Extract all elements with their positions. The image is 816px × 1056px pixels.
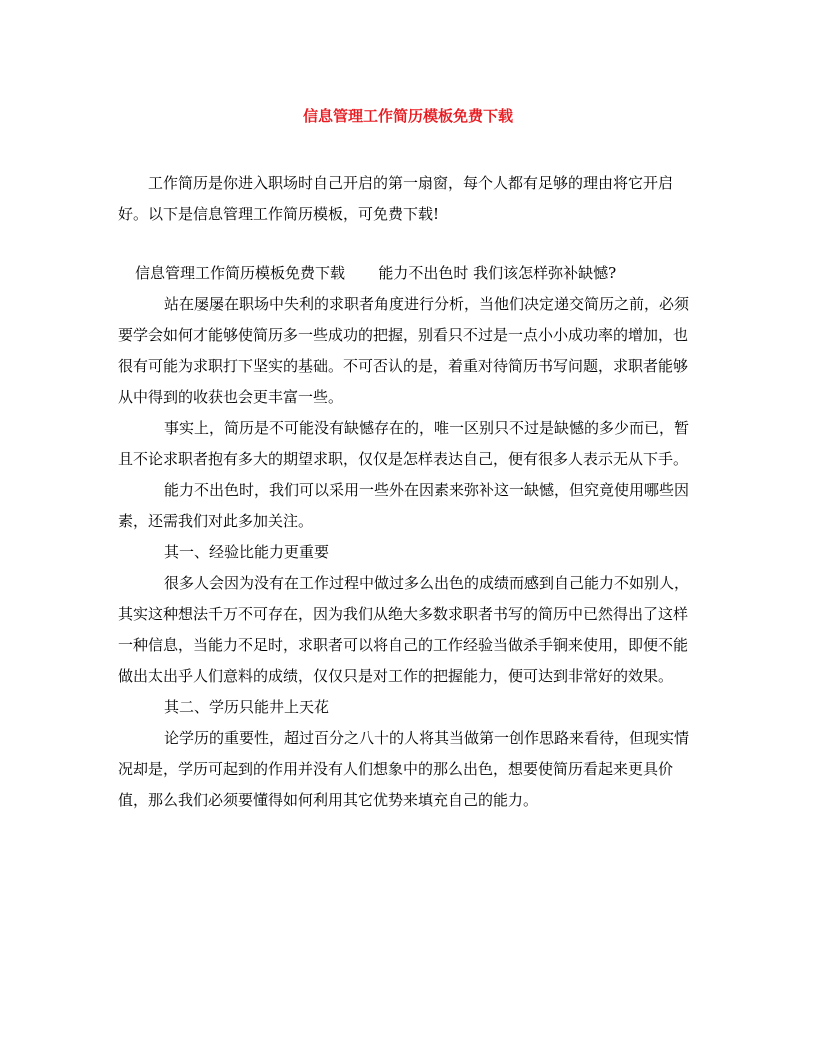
paragraph-4: 很多人会因为没有在工作过程中做过多么出色的成绩而感到自己能力不如别人，其实这种想法千万不可存在，因为我们从绝大多数求职者书写的简历中已然得出了这样一种信息，当能力不足时，求职者可以将自己的工作经验当做杀手锏来使用，即便不能做出太出乎人们意料的成绩，仅仅只是对工作的把握能力，便可达到非常好的效果。 — [118, 574, 690, 685]
subtitle-right: 能力不出色时 我们该怎样弥补缺憾? — [378, 264, 617, 282]
document-title: 信息管理工作简历模板免费下载 — [302, 107, 513, 125]
paragraph-5: 论学历的重要性，超过百分之八十的人将其当做第一创作思路来看待，但现实情况却是，学历可起到的作用并没有人们想象中的那么出色，想要使简历看起来更具价值，那么我们必须要懂得如何利用其它优势来填充自己的能力。 — [118, 729, 690, 809]
paragraph-1: 站在屡屡在职场中失利的求职者角度进行分析，当他们决定递交简历之前，必须要学会如何才能够使简历多一些成功的把握，别看只不过是一点小小成功率的增加，也很有可能为求职打下坚实的基础。不可否认的是，着重对待简历书写问题，求职者能够从中得到的收获也会更丰富一些。 — [118, 295, 690, 406]
paragraph-2: 事实上，简历是不可能没有缺憾存在的，唯一区别只不过是缺憾的多少而已，暂且不论求职者抱有多大的期望求职，仅仅是怎样表达自己，便有很多人表示无从下手。 — [118, 419, 690, 468]
paragraph-3: 能力不出色时，我们可以采用一些外在因素来弥补这一缺憾，但究竟使用哪些因素，还需我们对此多加关注。 — [118, 481, 690, 530]
section-heading-1: 其一、经验比能力更重要 — [164, 543, 330, 561]
subtitle-line — [135, 262, 715, 284]
intro-paragraph: 工作简历是你进入职场时自己开启的第一扇窗，每个人都有足够的理由将它开启好。以下是信息管理工作简历模板，可免费下载! — [118, 174, 674, 223]
subtitle-left: 信息管理工作简历模板免费下载 — [135, 264, 346, 282]
section-heading-2: 其二、学历只能井上天花 — [164, 698, 330, 716]
article-body — [118, 289, 698, 816]
